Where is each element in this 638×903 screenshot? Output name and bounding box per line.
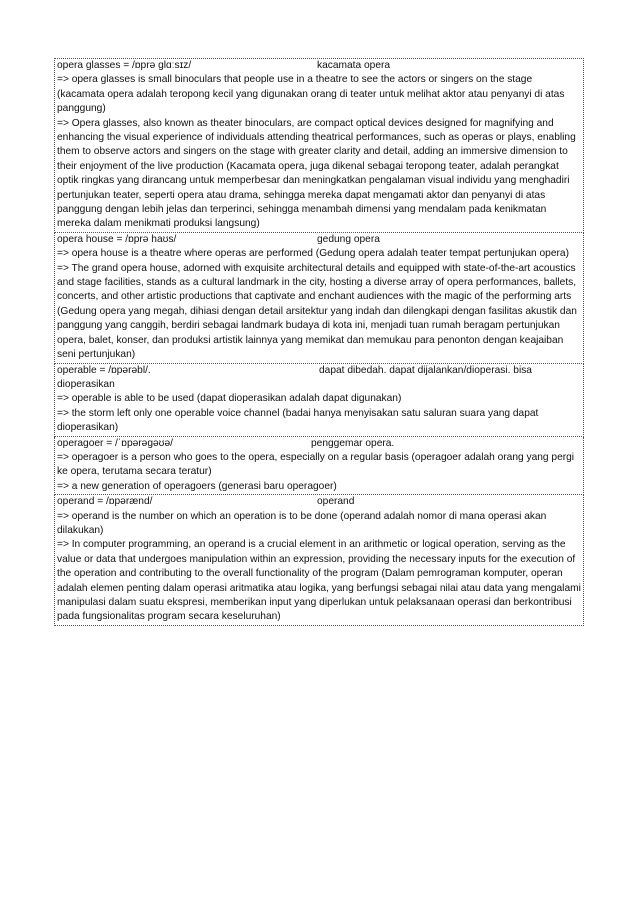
entry-opera-glasses	[54, 58, 584, 233]
entry-headline	[57, 233, 581, 247]
entry-term: opera glasses = /ɒprə ɡlɑːsɪz/	[57, 60, 192, 71]
entry-definition: => operagoer is a person who goes to the opera, especially on a regular basis (operagoer adalah orang yang pergi ke opera, terutama secara teratur)	[57, 451, 575, 478]
entry-translation: operand	[317, 496, 355, 508]
entry-example: => The grand opera house, adorned with exquisite architectural details and equipped with state-of-the-art acoustics and stage facilities, stands as a cultural landmark in the city, hosting a diverse array of opera performances, ballets, concerts, and other artistic productions that captivate and enchant audiences with the magic of the performing arts (Gedung opera yang megah, dihiasi dengan detail arsitektur yang indah dan dilengkapi dengan fasilitas akustik dan panggung yang canggih, berdiri sebagai landmark budaya di kota ini, menjadi tuan rumah beragam pertunjukan opera, balet, konser, dan produksi artistik lainnya yang memikat dan memukau para penonton dengan keajaiban seni pertunjukan)	[57, 262, 577, 361]
entry-definition: => opera glasses is small binoculars that people use in a theatre to see the actors or singers on the stage (kacamata opera adalah teropong kecil yang digunakan orang di teater untuk melihat aktor atau penyanyi di atas panggung)	[57, 74, 565, 115]
entry-term: operagoer = /ˈɒpərəɡəʊə/	[57, 437, 173, 449]
entry-example: => In computer programming, an operand is a crucial element in an arithmetic or logical operation, serving as the value or data that undergoes manipulation within an expression, providing the necessary inputs for the execution of the operation and contributing to the overall functionality of the program (Dalam pemrograman komputer, operan adalah elemen penting dalam operasi aritmatika atau logika, yang berfungsi sebagai nilai atau data yang mengalami manipulasi dalam suatu ekspresi, memberikan input yang diperlukan untuk pelaksanaan operasi dan berkontribusi pada fungsionalitas program secara keseluruhan)	[57, 539, 581, 623]
entry-translation: dapat dibedah. dapat dijalankan/dioperasi. bisa dioperasikan	[57, 364, 532, 390]
entry-term: opera house = /ɒprə haʊs/	[57, 233, 177, 245]
entry-example: => the storm left only one operable voice channel (badai hanya menyisakan satu saluran suara yang dapat dioperasikan)	[57, 407, 539, 434]
entry-translation: penggemar opera.	[311, 437, 395, 449]
entry-definition: => operand is the number on which an operation is to be done (operand adalah nomor di mana operasi akan dilakukan)	[57, 510, 547, 536]
entry-definition: => opera house is a theatre where operas are performed (Gedung opera adalah teater tempat pertunjukan opera)	[57, 248, 569, 260]
entry-translation: gedung opera	[317, 233, 380, 245]
entry-example: => a new generation of operagoers (generasi baru operagoer)	[57, 480, 337, 492]
entry-translation: kacamata opera	[317, 60, 391, 71]
entry-operagoer	[54, 437, 584, 496]
entry-opera-house	[54, 233, 584, 364]
entry-headline	[57, 364, 581, 393]
entry-headline	[57, 59, 581, 73]
entry-example: => Opera glasses, also known as theater binoculars, are compact optical devices designed for magnifying and enhancing the visual experience of individuals attending theatrical performances, such as operas or plays, enabling them to observe actors and singers on the stage with greater clarity and detail, adding an immersive dimension to their enjoyment of the live production (Kacamata opera, juga dikenal sebagai teropong teater, adalah perangkat optik ringkas yang dirancang untuk memperbesar dan meningkatkan pengalaman visual individu yang menghadiri pertunjukan teater, seperti opera atau drama, sehingga mereka dapat mengamati aktor dan penyanyi di atas panggung dengan lebih jelas dan terperinci, sehingga menambah dimensi yang mendalam pada kenikmatan mereka dalam menikmati produksi langsung)	[57, 117, 576, 230]
entry-operand	[54, 495, 584, 626]
entry-term: operand = /ɒpərænd/	[57, 496, 153, 508]
entry-operable	[54, 364, 584, 437]
entry-headline	[57, 495, 581, 509]
entry-definition: => operable is able to be used (dapat dioperasikan adalah dapat digunakan)	[57, 393, 402, 405]
entry-term: operable = /ɒpərəbl/.	[57, 364, 151, 376]
entry-headline	[57, 437, 581, 451]
vocabulary-document	[54, 58, 584, 626]
